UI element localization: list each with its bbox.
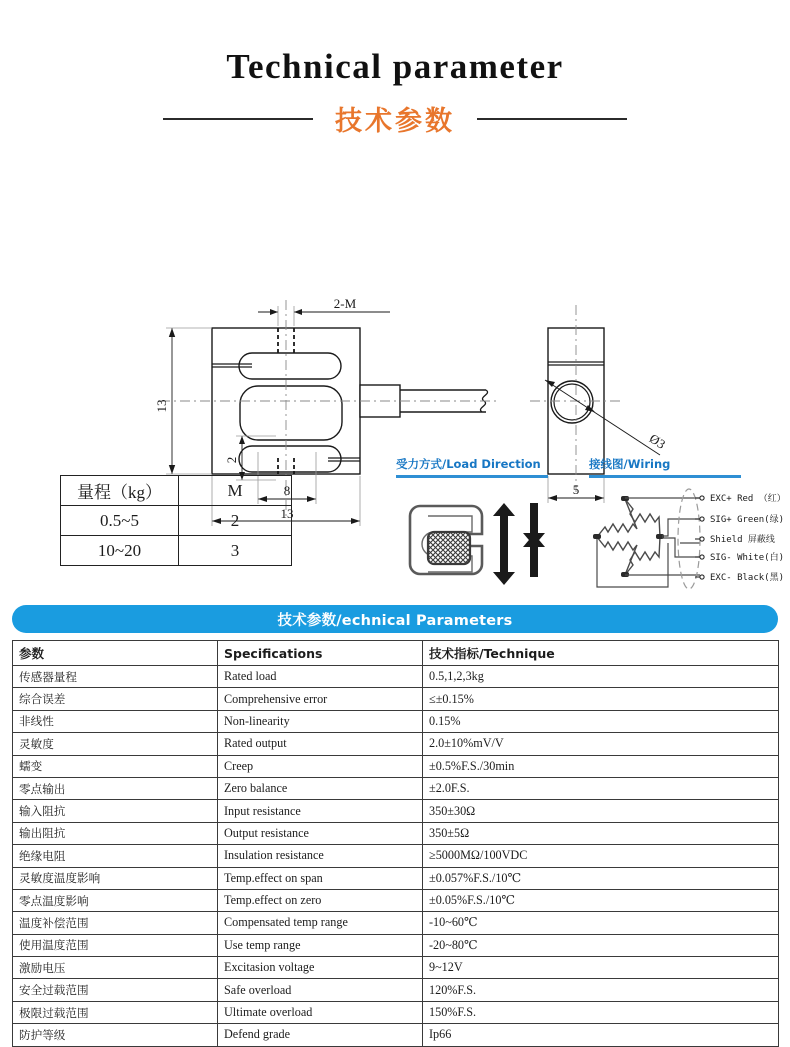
table-row bbox=[13, 1024, 779, 1046]
title-rule-left bbox=[163, 118, 313, 120]
spec-cell-specification: Insulation resistance bbox=[218, 845, 423, 867]
range-table-header-range: 量程（kg） bbox=[61, 476, 179, 506]
dim-inner-8: 8 bbox=[283, 483, 291, 498]
spec-cell-specification: Input resistance bbox=[218, 800, 423, 822]
spec-cell-specification: Excitasion voltage bbox=[218, 957, 423, 979]
table-row bbox=[13, 1001, 779, 1023]
spec-cell-parameter: 使用温度范围 bbox=[13, 934, 218, 956]
table-row bbox=[13, 666, 779, 688]
dim-height-13: 13 bbox=[154, 399, 169, 413]
table-row bbox=[13, 934, 779, 956]
spec-cell-technique: Ip66 bbox=[423, 1024, 779, 1046]
load-direction-figure bbox=[398, 490, 548, 595]
spec-cell-parameter: 蠕变 bbox=[13, 755, 218, 777]
spec-cell-parameter: 防护等级 bbox=[13, 1024, 218, 1046]
range-table-header-m: M bbox=[179, 476, 292, 506]
load-direction-underline bbox=[396, 475, 548, 478]
spec-cell-parameter: 安全过载范围 bbox=[13, 979, 218, 1001]
table-row bbox=[13, 822, 779, 844]
dim-thread-2m: 2-M bbox=[333, 296, 357, 311]
dim-slot-2: 2 bbox=[224, 456, 239, 464]
spec-cell-technique: 0.5,1,2,3kg bbox=[423, 666, 779, 688]
wiring-section bbox=[589, 456, 741, 478]
range-cell-range: 10~20 bbox=[61, 536, 179, 566]
table-row bbox=[13, 777, 779, 799]
range-cell-range: 0.5~5 bbox=[61, 506, 179, 536]
spec-header-specifications: Specifications bbox=[218, 641, 423, 666]
table-row bbox=[13, 867, 779, 889]
dim-thickness-5: 5 bbox=[572, 482, 580, 497]
wire-label-sig-plus: SIG+ Green(绿) bbox=[710, 515, 785, 525]
spec-cell-technique: 0.15% bbox=[423, 710, 779, 732]
spec-cell-parameter: 非线性 bbox=[13, 710, 218, 732]
spec-cell-specification: Comprehensive error bbox=[218, 688, 423, 710]
title-english: Technical parameter bbox=[226, 47, 564, 86]
spec-cell-specification: Temp.effect on zero bbox=[218, 889, 423, 911]
spec-cell-specification: Ultimate overload bbox=[218, 1001, 423, 1023]
title-rule-right bbox=[477, 118, 627, 120]
dim-hole-diameter: Ø3 bbox=[646, 430, 669, 452]
spec-cell-parameter: 综合误差 bbox=[13, 688, 218, 710]
spec-cell-technique: ±2.0F.S. bbox=[423, 777, 779, 799]
spec-cell-technique: 350±30Ω bbox=[423, 800, 779, 822]
spec-cell-parameter: 输出阻抗 bbox=[13, 822, 218, 844]
table-row bbox=[13, 800, 779, 822]
spec-cell-parameter: 激励电压 bbox=[13, 957, 218, 979]
spec-cell-specification: Defend grade bbox=[218, 1024, 423, 1046]
spec-cell-specification: Rated output bbox=[218, 733, 423, 755]
spec-cell-parameter: 输入阻抗 bbox=[13, 800, 218, 822]
spec-cell-specification: Zero balance bbox=[218, 777, 423, 799]
table-row bbox=[13, 733, 779, 755]
load-direction-heading: 受力方式/Load Direction bbox=[396, 457, 541, 471]
wire-label-exc-plus: EXC+ Red （红） bbox=[710, 494, 786, 504]
load-direction-section bbox=[396, 456, 548, 478]
spec-cell-specification: Non-linearity bbox=[218, 710, 423, 732]
table-row bbox=[13, 688, 779, 710]
spec-cell-technique: ≤±0.15% bbox=[423, 688, 779, 710]
wiring-heading: 接线图/Wiring bbox=[589, 457, 671, 471]
spec-header-parameter: 参数 bbox=[13, 641, 218, 666]
wiring-underline bbox=[589, 475, 741, 478]
spec-cell-parameter: 灵敏度温度影响 bbox=[13, 867, 218, 889]
spec-cell-parameter: 灵敏度 bbox=[13, 733, 218, 755]
spec-cell-technique: -10~60℃ bbox=[423, 912, 779, 934]
subtitle-row bbox=[0, 99, 790, 138]
table-row bbox=[13, 889, 779, 911]
banner-title: 技术参数/echnical Parameters bbox=[277, 612, 513, 629]
spec-cell-specification: Temp.effect on span bbox=[218, 867, 423, 889]
spec-cell-specification: Use temp range bbox=[218, 934, 423, 956]
spec-cell-parameter: 传感器量程 bbox=[13, 666, 218, 688]
spec-cell-parameter: 极限过载范围 bbox=[13, 1001, 218, 1023]
table-row bbox=[13, 912, 779, 934]
wire-label-sig-minus: SIG- White(白) bbox=[710, 553, 785, 563]
technical-parameters-banner bbox=[12, 605, 778, 633]
spec-cell-technique: 120%F.S. bbox=[423, 979, 779, 1001]
range-table-header-row bbox=[61, 476, 292, 506]
spec-cell-parameter: 绝缘电阻 bbox=[13, 845, 218, 867]
table-row bbox=[13, 979, 779, 1001]
table-row bbox=[13, 845, 779, 867]
wire-label-exc-minus: EXC- Black(黑) bbox=[710, 573, 785, 583]
spec-cell-technique: -20~80℃ bbox=[423, 934, 779, 956]
wiring-diagram bbox=[585, 487, 790, 597]
range-table-row bbox=[61, 536, 292, 566]
table-row bbox=[13, 755, 779, 777]
spec-cell-specification: Rated load bbox=[218, 666, 423, 688]
spec-cell-parameter: 零点温度影响 bbox=[13, 889, 218, 911]
spec-cell-technique: 150%F.S. bbox=[423, 1001, 779, 1023]
title-chinese: 技术参数 bbox=[335, 106, 455, 137]
range-table-row bbox=[61, 506, 292, 536]
spec-cell-technique: ≥5000MΩ/100VDC bbox=[423, 845, 779, 867]
table-row bbox=[13, 957, 779, 979]
spec-cell-technique: ±0.5%F.S./30min bbox=[423, 755, 779, 777]
spec-cell-specification: Output resistance bbox=[218, 822, 423, 844]
specification-table bbox=[12, 640, 779, 1047]
spec-cell-parameter: 温度补偿范围 bbox=[13, 912, 218, 934]
table-row bbox=[13, 710, 779, 732]
spec-cell-specification: Safe overload bbox=[218, 979, 423, 1001]
spec-table-header-row bbox=[13, 641, 779, 666]
spec-header-technique: 技术指标/Technique bbox=[423, 641, 779, 666]
spec-cell-technique: ±0.05%F.S./10℃ bbox=[423, 889, 779, 911]
range-table bbox=[60, 475, 292, 566]
page-title bbox=[0, 48, 790, 87]
range-cell-m: 3 bbox=[179, 536, 292, 566]
spec-cell-specification: Compensated temp range bbox=[218, 912, 423, 934]
spec-cell-technique: 9~12V bbox=[423, 957, 779, 979]
wire-label-shield: Shield 屏蔽线 bbox=[710, 535, 775, 545]
spec-cell-technique: 2.0±10%mV/V bbox=[423, 733, 779, 755]
dim-width-13: 13 bbox=[280, 506, 294, 521]
spec-cell-technique: ±0.057%F.S./10℃ bbox=[423, 867, 779, 889]
spec-cell-technique: 350±5Ω bbox=[423, 822, 779, 844]
spec-cell-parameter: 零点输出 bbox=[13, 777, 218, 799]
range-cell-m: 2 bbox=[179, 506, 292, 536]
spec-cell-specification: Creep bbox=[218, 755, 423, 777]
